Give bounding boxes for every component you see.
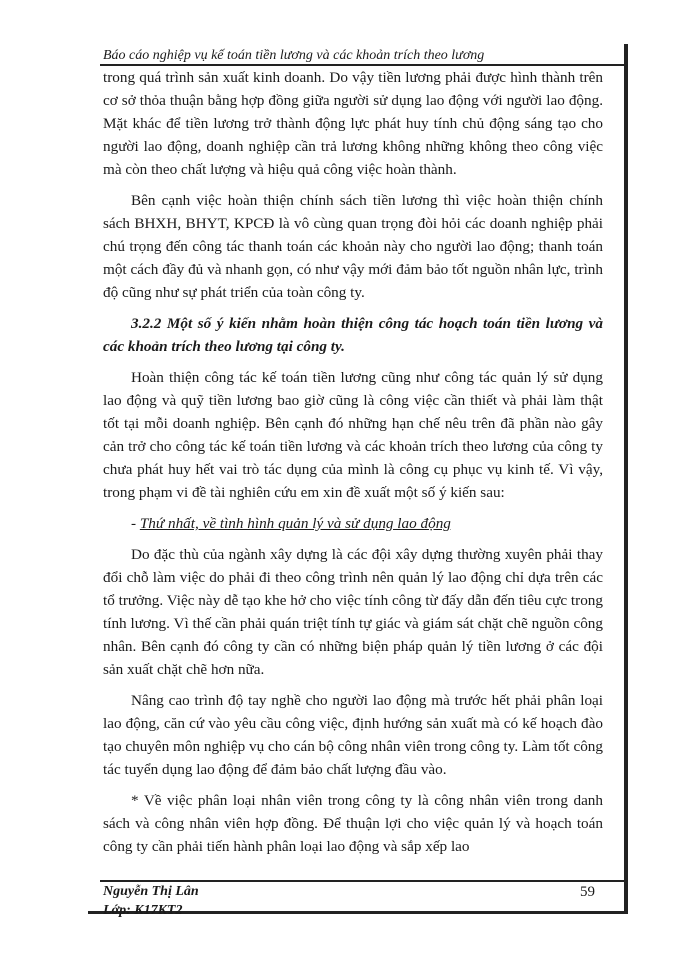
document-body	[103, 66, 603, 866]
paragraph-6: * Về việc phân loại nhân viên trong công ty là công nhân viên trong danh sách và công nhân viên hợp đồng. Để thuận lợi cho việc quản lý và hoạch toán công ty cần phải tiến hành phân loại lao động và sắp xếp lao	[103, 792, 603, 855]
page-number: 59	[580, 884, 595, 900]
page-header: Báo cáo nghiệp vụ kế toán tiền lương và các khoản trích theo lương	[103, 48, 485, 63]
footer-rule	[100, 880, 625, 882]
bullet-dash: -	[131, 515, 140, 532]
paragraph-5: Nâng cao trình độ tay nghề cho người lao động mà trước hết phải phân loại lao động, căn cứ vào yêu cầu công việc, định hướng sản xuất mà có kế hoạch đào tạo chuyên môn nghiệp vụ cho cán bộ công nhân viên trong công ty. Làm tốt công tác tuyển dụng lao động để đảm bảo chất lượng đầu vào.	[103, 692, 603, 778]
bullet-item	[103, 512, 603, 535]
author-class: Lớp: K17KT2	[103, 903, 183, 918]
bullet-text: Thứ nhất, về tình hình quản lý và sử dụng lao động	[139, 515, 451, 532]
paragraph-4: Do đặc thù của ngành xây dựng là các đội xây dựng thường xuyên phải thay đổi chỗ làm việc do phải đi theo công trình nên quản lý lao động chỉ dựa trên các tổ trưởng. Việc này dễ tạo khe hở cho việc tính công từ đấy dẫn đến tiêu cực trong tính lương. Vì thế cần phải quán triệt tính tự giác và giám sát chặt chẽ nguồn công nhân. Bên cạnh đó công ty cần có những biện pháp quản lý tiền lương ở các đội sản xuất chặt chẽ hơn nữa.	[103, 546, 603, 678]
paragraph-3: Hoàn thiện công tác kế toán tiền lương cũng như công tác quản lý sử dụng lao động và quỹ tiền lương bao giờ cũng là công việc cần thiết và phải làm thật tốt tại mỗi doanh nghiệp. Bên cạnh đó những hạn chế nêu trên đã phần nào gây cản trở cho công tác kế toán tiền lương và các khoản trích theo lương của công ty chưa phát huy hết vai trò tác dụng của mình là công cụ phục vụ kinh tế. Vì vậy, trong phạm vi đề tài nghiên cứu em xin đề xuất một số ý kiến sau:	[103, 369, 603, 501]
paragraph-2: Bên cạnh việc hoàn thiện chính sách tiền lương thì việc hoàn thiện chính sách BHXH, BHYT, KPCĐ là vô cùng quan trọng đòi hỏi các doanh nghiệp phải chú trọng đến công tác thanh toán các khoản này cho người lao động; thanh toán một cách đầy đủ và nhanh gọn, có như vậy mới đảm bảo tốt nguồn nhân lực, trình độ cũng như sự phát triển của toàn công ty.	[103, 192, 603, 301]
section-title: 3.2.2 Một số ý kiến nhằm hoàn thiện công tác hoạch toán tiền lương và các khoản trích theo lương tại công ty.	[103, 315, 603, 355]
author-name: Nguyễn Thị Lân	[103, 884, 199, 899]
paragraph-1: trong quá trình sản xuất kinh doanh. Do vậy tiền lương phải được hình thành trên cơ sở thỏa thuận bằng hợp đồng giữa người sử dụng lao động với người lao động. Mặt khác để tiền lương trở thành động lực phát huy tính chủ động sáng tạo cho người lao động, doanh nghiệp cần trả lương không những không theo công việc mà còn theo chất lượng và hiệu quả công việc hoàn thành.	[103, 69, 603, 178]
